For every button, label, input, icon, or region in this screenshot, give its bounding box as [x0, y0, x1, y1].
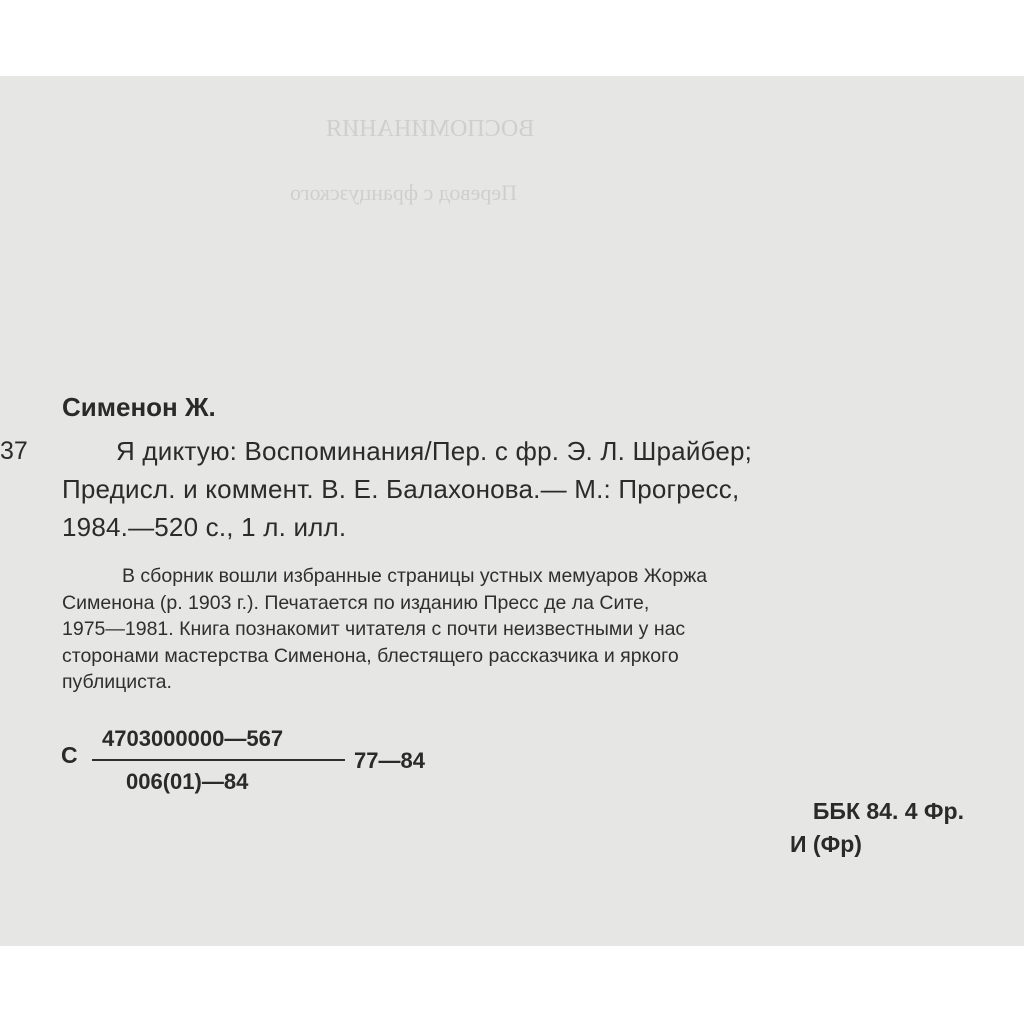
- book-page: [0, 76, 1024, 946]
- index-classification: И (Фр): [790, 831, 862, 857]
- catalog-code-side: 77—84: [354, 748, 425, 773]
- annotation: [62, 563, 982, 696]
- catalog-code-numerator: 4703000000—567: [102, 726, 284, 751]
- bib-line-2: Предисл. и коммент. В. Е. Балахонова.— М.: Прогресс,: [62, 474, 740, 504]
- catalog-code-denominator: 006(01)—84: [126, 769, 249, 794]
- annotation-line-3: 1975—1981. Книга познакомит читателя с почти неизвестными у нас: [62, 618, 686, 640]
- bib-line-3: 1984.—520 с., 1 л. илл.: [62, 512, 347, 542]
- author-name: Сименон Ж.: [62, 392, 216, 422]
- show-through-text-2: Перевод с французского: [290, 180, 518, 205]
- bib-line-1: Я диктую: Воспоминания/Пер. с фр. Э. Л. Шрайбер;: [116, 436, 753, 466]
- bibliographic-entry: [62, 432, 972, 546]
- show-through-text-1: ВОСПОМИНАНИЯ: [326, 116, 535, 142]
- catalog-code-fraction-line: [92, 759, 345, 761]
- annotation-line-2: Сименона (р. 1903 г.). Печатается по изданию Пресс де ла Сите,: [62, 591, 650, 614]
- annotation-line-5: публициста.: [62, 671, 172, 693]
- annotation-line-4: сторонами мастерства Сименона, блестящего рассказчика и яркого: [62, 644, 679, 667]
- index-number: 37: [0, 437, 28, 465]
- bbk-classification: ББК 84. 4 Фр.: [812, 798, 964, 824]
- catalog-code-letter: С: [61, 742, 78, 768]
- annotation-line-1: В сборник вошли избранные страницы устных мемуаров Жоржа: [122, 565, 708, 587]
